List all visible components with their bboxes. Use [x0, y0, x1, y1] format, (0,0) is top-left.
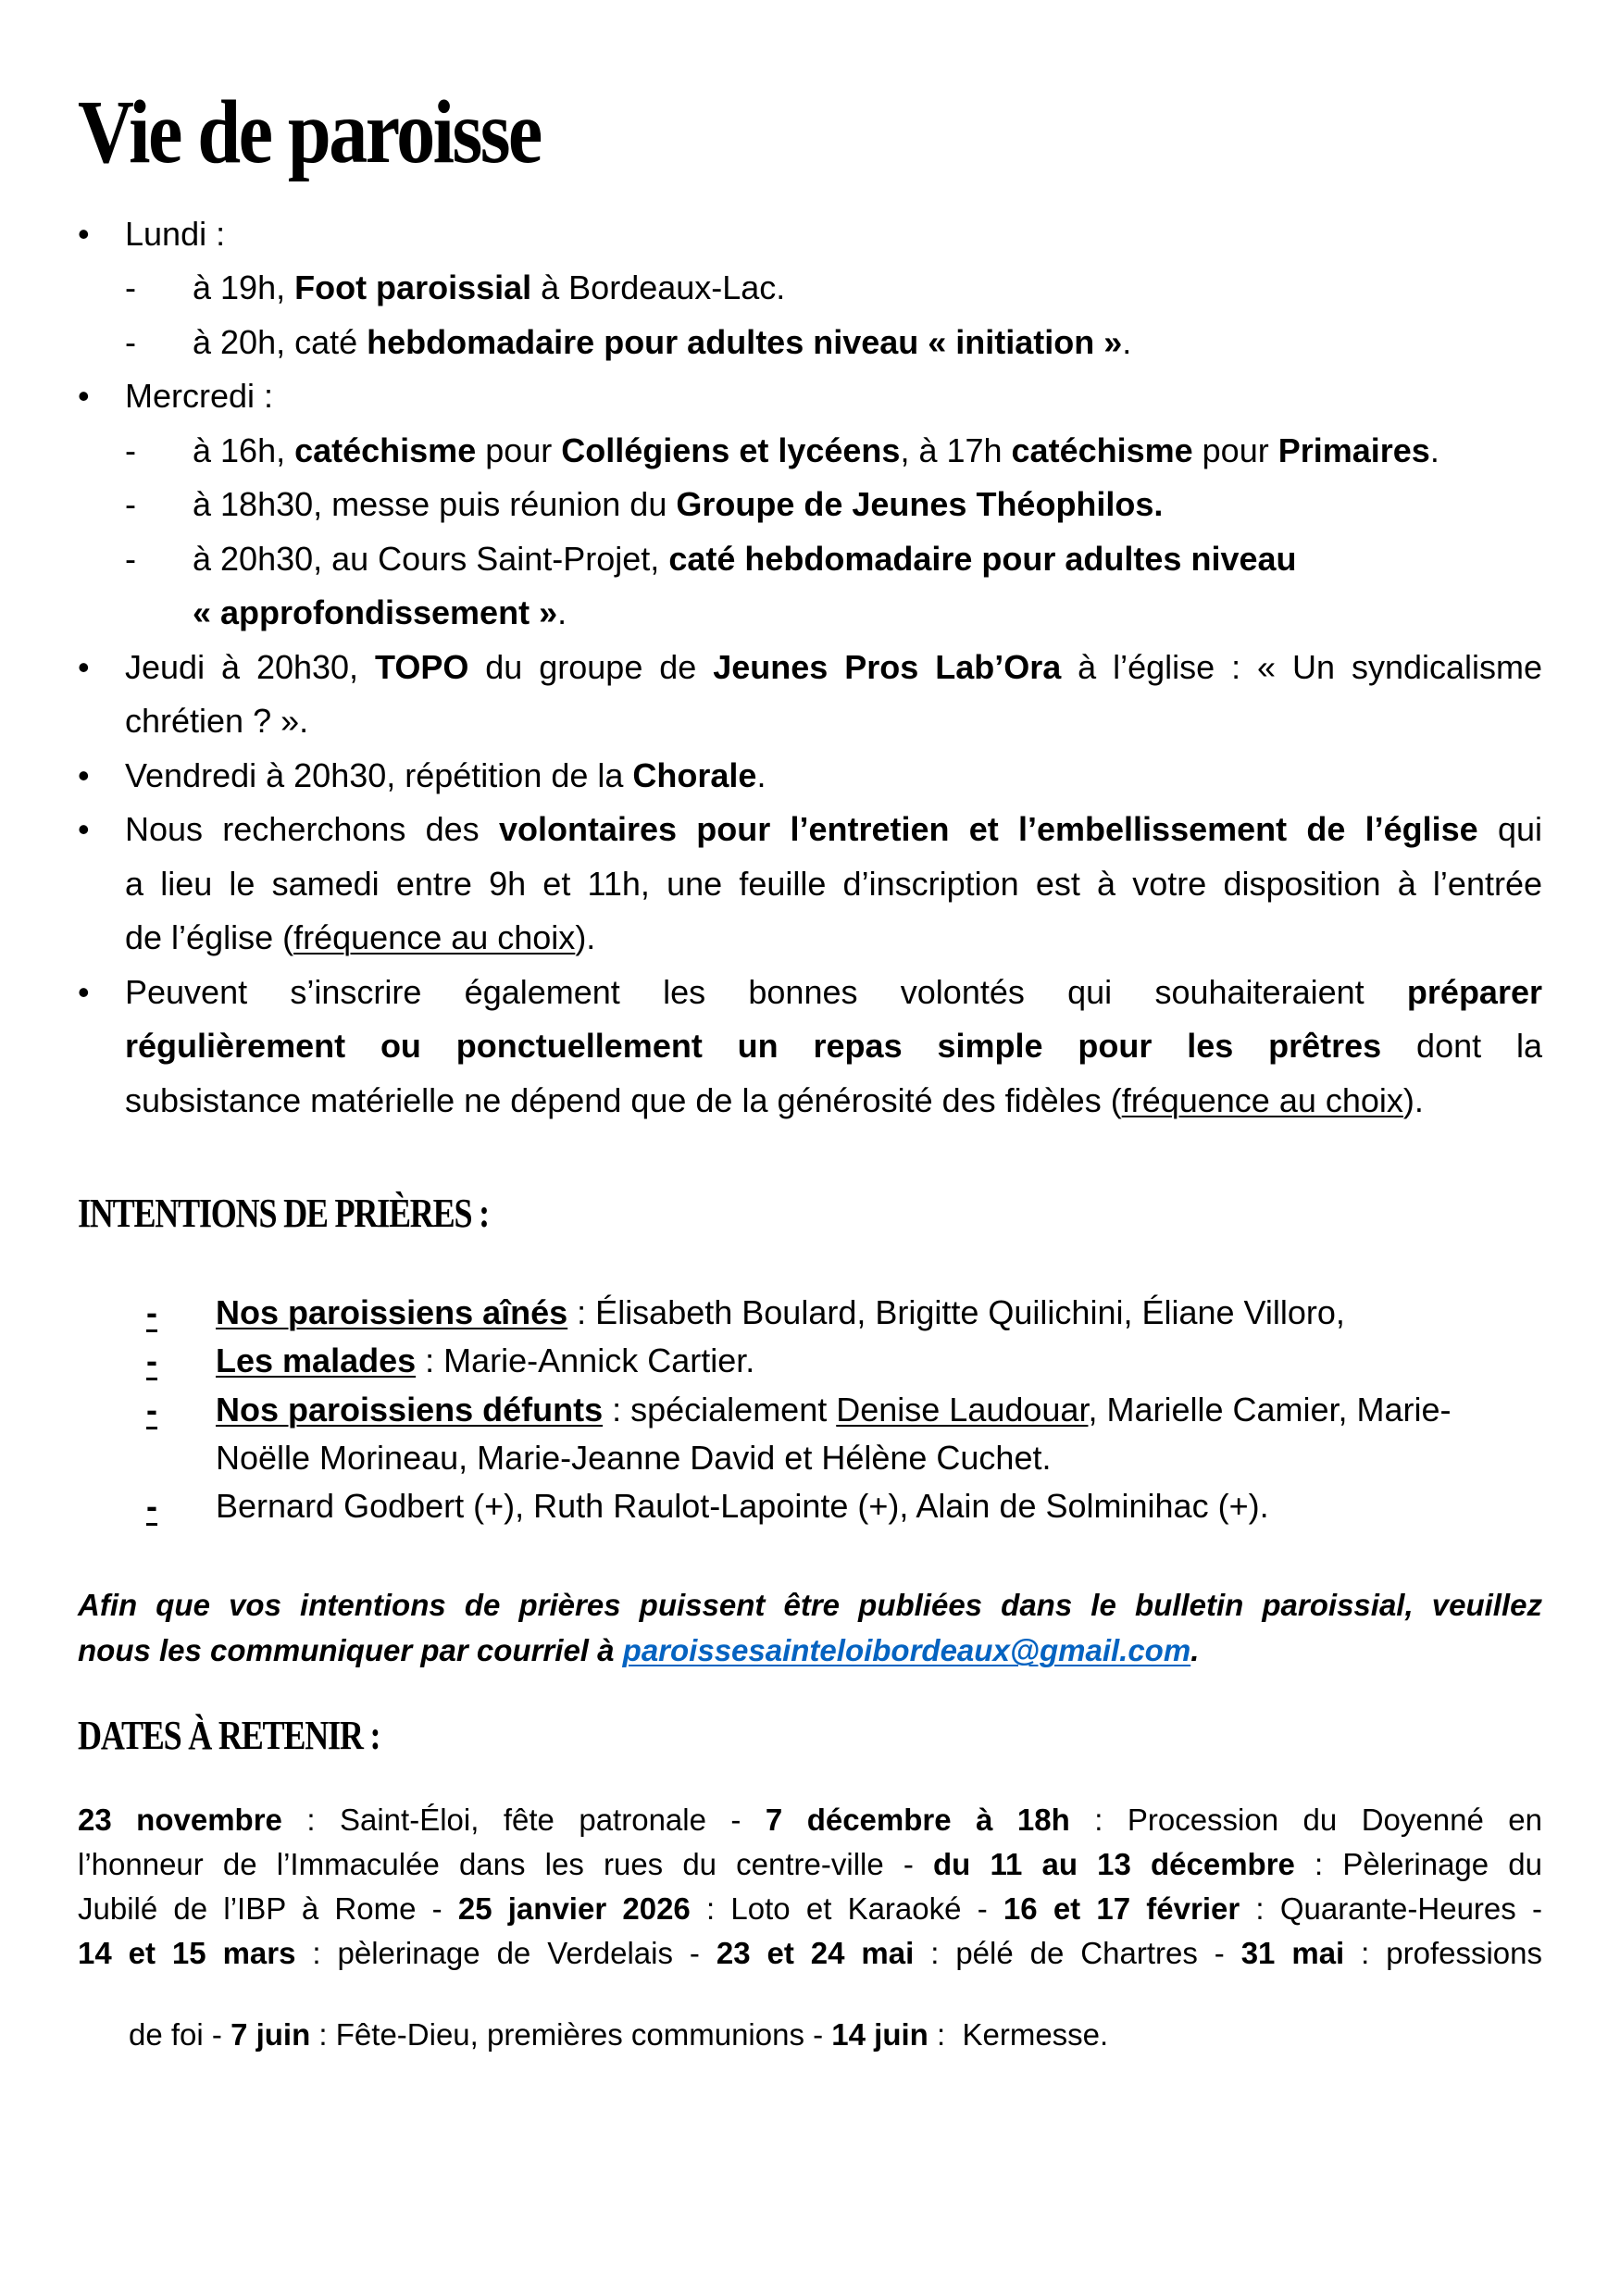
- event-date: 14 juin: [831, 2017, 928, 2052]
- bullet-icon: •: [78, 648, 90, 686]
- event-text: : Fête-Dieu, premières communions -: [310, 2017, 832, 2052]
- volunteers-notice: [125, 809, 1542, 850]
- item-text: a lieu le samedi entre 9h et 11h, une feuille d’inscription est à votre disposition à l’entrée: [125, 865, 1542, 903]
- item-highlight: préparer: [1406, 973, 1542, 1011]
- bullet-icon: •: [78, 215, 90, 253]
- event-date: 23 et 24 mai: [716, 1936, 915, 1970]
- bullet-icon: •: [78, 810, 90, 848]
- item-text: .: [1122, 323, 1132, 361]
- intention-names: : Marie-Annick Cartier.: [416, 1341, 755, 1379]
- meals-notice-continued: [125, 1080, 1424, 1121]
- schedule-day-mercredi: [125, 376, 273, 417]
- intention-category: Nos paroissiens défunts: [216, 1391, 604, 1429]
- bullet-icon: •: [78, 756, 90, 794]
- item-text: à 19h,: [193, 268, 295, 306]
- event-text: Jubilé de l’IBP à Rome -: [78, 1891, 458, 1926]
- event-text: de foi -: [129, 2017, 231, 2052]
- note-text: Afin que vos intentions de prières puissent être publiées dans le bulletin paroissial, veuillez: [78, 1588, 1542, 1622]
- event-text: : Loto et Karaoké -: [690, 1891, 1003, 1926]
- event-text: : Quarante-Heures -: [1240, 1891, 1542, 1926]
- intention-names: Noëlle Morineau, Marie-Jeanne David et Hélène Cuchet.: [216, 1439, 1052, 1477]
- schedule-day-lundi: [125, 214, 225, 255]
- dates-line: [78, 1935, 1542, 1972]
- item-highlight: Chorale: [632, 756, 757, 794]
- intention-category: Les malades: [216, 1341, 417, 1379]
- item-text: , à 17h: [900, 431, 1012, 469]
- event-text: : pèlerinage de Verdelais -: [295, 1936, 717, 1970]
- volunteers-notice-continued: [125, 917, 595, 958]
- item-text: pour: [1192, 431, 1278, 469]
- dash-icon: -: [125, 323, 136, 361]
- item-highlight: régulièrement ou ponctuellement un repas simple pour les prêtres: [125, 1027, 1382, 1065]
- item-text: subsistance matérielle ne dépend que de la générosité des fidèles (: [125, 1081, 1122, 1119]
- item-text: à l’église : « Un syndicalisme: [1061, 648, 1543, 686]
- schedule-item: [193, 268, 785, 308]
- intention-names: : spécialement: [603, 1391, 837, 1429]
- dates-line: [78, 1802, 1542, 1839]
- schedule-day-jeudi: [125, 647, 1542, 688]
- bullet-icon: •: [78, 973, 90, 1011]
- item-text: Jeudi à 20h30,: [125, 648, 375, 686]
- dash-icon: -: [146, 1341, 157, 1379]
- item-text: à Bordeaux-Lac.: [531, 268, 786, 306]
- intention-item-continued: [216, 1438, 1051, 1479]
- item-text: à 16h,: [193, 431, 295, 469]
- dash-icon: -: [125, 268, 136, 306]
- item-text: à 18h30, messe puis réunion du: [193, 485, 677, 523]
- item-highlight: caté hebdomadaire pour adultes niveau: [668, 540, 1297, 578]
- volunteers-notice-continued: [125, 864, 1542, 905]
- dates-line: [78, 1890, 1542, 1928]
- event-date: 16 et 17 février: [1003, 1891, 1240, 1926]
- intention-item: [216, 1390, 1452, 1430]
- schedule-day-vendredi: [125, 755, 766, 796]
- item-text: à 20h, caté: [193, 323, 368, 361]
- schedule-item: [193, 430, 1439, 471]
- item-text: à 20h30, au Cours Saint-Projet,: [193, 540, 669, 578]
- dates-line: [78, 1979, 1109, 2052]
- schedule-day-jeudi-continued: [125, 701, 308, 742]
- intentions-note-line: [78, 1632, 1199, 1669]
- dash-icon: -: [125, 431, 136, 469]
- item-text: Peuvent s’inscrire également les bonnes volontés qui souhaiteraient: [125, 973, 1407, 1011]
- item-text: Vendredi à 20h30, répétition de la: [125, 756, 633, 794]
- item-text: .: [557, 593, 567, 631]
- day-label: Mercredi :: [125, 377, 274, 415]
- item-text: .: [756, 756, 766, 794]
- email-link[interactable]: paroissesainteloibordeaux@gmail.com: [622, 1633, 1191, 1667]
- item-highlight: catéchisme: [1011, 431, 1193, 469]
- intention-category: Nos paroissiens aînés: [216, 1293, 568, 1331]
- item-highlight: Primaires: [1277, 431, 1430, 469]
- item-highlight: Collégiens et lycéens: [561, 431, 901, 469]
- item-text: qui: [1477, 810, 1542, 848]
- item-highlight: volontaires pour l’entretien et l’embellissement de l’église: [498, 810, 1478, 848]
- dash-icon: -: [125, 540, 136, 578]
- meals-notice: [125, 972, 1542, 1013]
- event-date: du 11 au 13 décembre: [933, 1847, 1295, 1881]
- item-highlight: Jeunes Pros Lab’Ora: [713, 648, 1062, 686]
- dates-line: [78, 1846, 1542, 1883]
- section-heading-intentions: INTENTIONS DE PRIÈRES :: [78, 1191, 489, 1236]
- item-highlight: catéchisme: [294, 431, 477, 469]
- intention-names: : Élisabeth Boulard, Brigitte Quilichini, Éliane Villoro,: [567, 1293, 1345, 1331]
- event-text: : Pèlerinage du: [1294, 1847, 1542, 1881]
- schedule-item-continued: [193, 593, 567, 633]
- item-text: ).: [1402, 1081, 1424, 1119]
- dash-icon: -: [146, 1293, 157, 1331]
- event-date: 7 juin: [231, 2017, 311, 2052]
- event-date: 14 et 15 mars: [78, 1936, 296, 1970]
- event-text: : Kermesse.: [928, 2017, 1109, 2052]
- event-date: 7 décembre à 18h: [765, 1803, 1070, 1837]
- section-heading-dates: DATES À RETENIR :: [78, 1713, 380, 1758]
- intention-name-highlight: Denise Laudouar: [836, 1391, 1089, 1429]
- dash-icon: -: [146, 1487, 157, 1525]
- dash-icon: -: [125, 485, 136, 523]
- note-text: .: [1190, 1633, 1200, 1667]
- intention-item: [216, 1486, 1269, 1527]
- event-text: : Saint-Éloi, fête patronale -: [281, 1803, 766, 1837]
- item-highlight: « approfondissement »: [193, 593, 558, 631]
- item-text: du groupe de: [468, 648, 714, 686]
- intention-item: [216, 1341, 754, 1381]
- meals-notice-continued: [125, 1026, 1542, 1067]
- event-text: : professions: [1344, 1936, 1543, 1970]
- intention-names: Bernard Godbert (+), Ruth Raulot-Lapointe (+), Alain de Solminihac (+).: [216, 1487, 1269, 1525]
- item-highlight: TOPO: [374, 648, 469, 686]
- event-date: 31 mai: [1240, 1936, 1345, 1970]
- intention-item: [216, 1292, 1345, 1333]
- item-text: .: [1429, 431, 1439, 469]
- note-text: nous les communiquer par courriel à: [78, 1633, 623, 1667]
- event-date: 23 novembre: [78, 1803, 282, 1837]
- item-text: ).: [575, 918, 596, 956]
- day-label: Lundi :: [125, 215, 226, 253]
- item-text: chrétien ? ».: [125, 702, 309, 740]
- schedule-item: [193, 484, 1163, 525]
- intention-names: , Marielle Camier, Marie-: [1088, 1391, 1452, 1429]
- event-text: : Procession du Doyenné en: [1069, 1803, 1542, 1837]
- intentions-note-line: [78, 1587, 1542, 1624]
- event-text: l’honneur de l’Immaculée dans les rues du centre-ville -: [78, 1847, 933, 1881]
- item-highlight: Foot paroissial: [294, 268, 532, 306]
- dash-icon: -: [146, 1391, 157, 1429]
- item-text: dont la: [1381, 1027, 1543, 1065]
- item-text: pour: [476, 431, 562, 469]
- schedule-item: [193, 539, 1297, 580]
- event-text: : pélé de Chartres -: [914, 1936, 1241, 1970]
- page-title: Vie de paroisse: [78, 82, 541, 182]
- item-text: de l’église (: [125, 918, 294, 956]
- frequency-note: fréquence au choix: [293, 918, 576, 956]
- frequency-note: fréquence au choix: [1121, 1081, 1403, 1119]
- item-highlight: Groupe de Jeunes Théophilos.: [676, 485, 1164, 523]
- bullet-icon: •: [78, 377, 90, 415]
- item-highlight: hebdomadaire pour adultes niveau « initiation »: [367, 323, 1123, 361]
- item-text: Nous recherchons des: [125, 810, 499, 848]
- event-date: 25 janvier 2026: [457, 1891, 691, 1926]
- schedule-item: [193, 322, 1131, 363]
